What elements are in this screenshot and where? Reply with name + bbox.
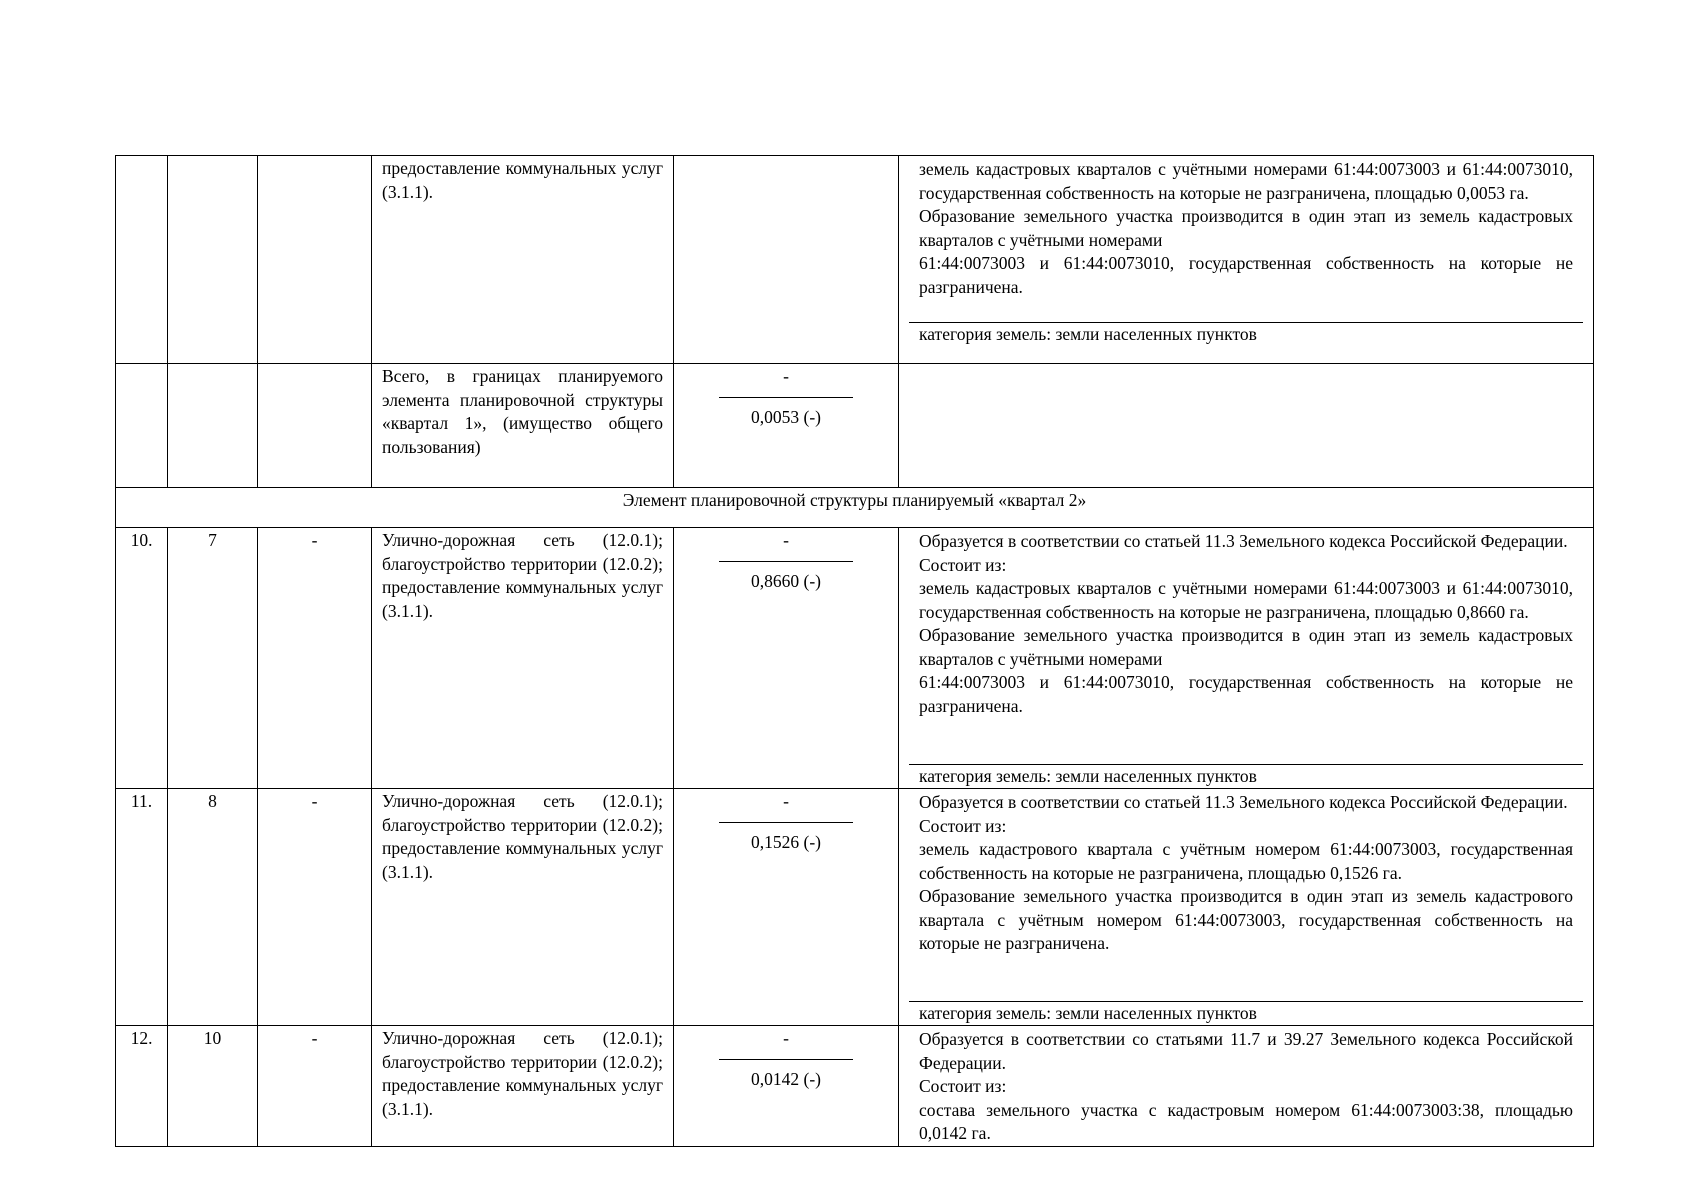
desc-line: Образуется в соответствии со статьей 11.3 Земельного кодекса Российской Федерации. bbox=[919, 792, 1568, 812]
desc-line: Образуется в соответствии со статьями 11.7 и 39.27 Земельного кодекса Российской Федерации. bbox=[919, 1029, 1573, 1073]
cell-description bbox=[899, 789, 1594, 1026]
land-category: категория земель: земли населенных пунктов bbox=[909, 764, 1583, 787]
section-header-row bbox=[116, 488, 1594, 528]
cell-empty bbox=[258, 364, 372, 488]
cell-area bbox=[674, 1026, 899, 1147]
total-label: Всего, в границах планируемого элемента планировочной структуры «квартал 1», (имущество общего пользования) bbox=[372, 364, 674, 488]
section-header: Элемент планировочной структуры планируемый «квартал 2» bbox=[116, 488, 1594, 528]
cell-col3: - bbox=[258, 1026, 372, 1147]
desc-line: Состоит из: bbox=[919, 1076, 1007, 1096]
cell-plot: 10 bbox=[168, 1026, 258, 1147]
cell-col3: - bbox=[258, 528, 372, 789]
desc-line: земель кадастрового квартала с учётным номером 61:44:0073003, государственная собственность на которые не разграничена, площадью 0,1526 га. bbox=[919, 839, 1573, 883]
area-top: - bbox=[783, 366, 789, 386]
cell-num: 12. bbox=[116, 1026, 168, 1147]
table-row-total bbox=[116, 364, 1594, 488]
cell-empty bbox=[899, 364, 1594, 488]
cell-empty bbox=[168, 364, 258, 488]
desc-line: Образование земельного участка производится в один этап из земель кадастровых кварталов с учётными номерами bbox=[919, 206, 1573, 250]
desc-line: состава земельного участка с кадастровым номером 61:44:0073003:38, площадью 0,0142 га. bbox=[919, 1099, 1573, 1143]
use-text: предоставление коммунальных услуг (3.1.1). bbox=[382, 158, 663, 202]
cell-use: Улично-дорожная сеть (12.0.1); благоустройство территории (12.0.2); предоставление коммунальных услуг (3.1.1). bbox=[372, 1026, 674, 1147]
area-bottom: 0,8660 (-) bbox=[751, 570, 821, 591]
table-row bbox=[116, 1026, 1594, 1147]
cell-num bbox=[116, 156, 168, 364]
cell-num: 11. bbox=[116, 789, 168, 1026]
cell-description bbox=[899, 1026, 1594, 1147]
cell-area bbox=[674, 528, 899, 789]
area-top: - bbox=[783, 791, 789, 811]
cell-num: 10. bbox=[116, 528, 168, 789]
cell-plot: 8 bbox=[168, 789, 258, 1026]
cell-description bbox=[899, 156, 1594, 364]
cell-empty bbox=[116, 364, 168, 488]
fraction-line bbox=[719, 1059, 853, 1060]
desc-line: Образование земельного участка производится в один этап из земель кадастрового квартала с учётным номером 61:44:0073003, государственная собственность на которые не разграничена. bbox=[919, 886, 1573, 953]
area-top: - bbox=[783, 530, 789, 550]
desc-line: Состоит из: bbox=[919, 815, 1007, 836]
cell-description bbox=[899, 528, 1594, 789]
area-top: - bbox=[783, 1028, 789, 1048]
cell-col3 bbox=[258, 156, 372, 364]
cell-area bbox=[674, 156, 899, 364]
land-category: категория земель: земли населенных пунктов bbox=[909, 1001, 1583, 1024]
fraction-line bbox=[719, 822, 853, 823]
area-bottom: 0,0142 (-) bbox=[751, 1068, 821, 1089]
cell-use bbox=[372, 156, 674, 364]
desc-line: 61:44:0073003 и 61:44:0073010, государственная собственность на которые не разграничена. bbox=[919, 672, 1573, 716]
area-bottom: 0,0053 (-) bbox=[751, 406, 821, 427]
land-category: категория земель: земли населенных пунктов bbox=[909, 322, 1583, 363]
cell-col3: - bbox=[258, 789, 372, 1026]
fraction-line bbox=[719, 561, 853, 562]
cell-plot: 7 bbox=[168, 528, 258, 789]
cell-use: Улично-дорожная сеть (12.0.1); благоустройство территории (12.0.2); предоставление коммунальных услуг (3.1.1). bbox=[372, 789, 674, 1026]
land-plots-table bbox=[115, 155, 1594, 1147]
cell-use: Улично-дорожная сеть (12.0.1); благоустройство территории (12.0.2); предоставление коммунальных услуг (3.1.1). bbox=[372, 528, 674, 789]
desc-line: земель кадастровых кварталов с учётными номерами 61:44:0073003 и 61:44:0073010, государственная собственность на которые не разграничена, площадью 0,0053 га. bbox=[919, 159, 1573, 203]
table-row bbox=[116, 528, 1594, 789]
document-page bbox=[115, 155, 1593, 1147]
cell-plot bbox=[168, 156, 258, 364]
desc-line: 61:44:0073003 и 61:44:0073010, государственная собственность на которые не разграничена. bbox=[919, 253, 1573, 297]
desc-line: Состоит из: bbox=[919, 554, 1007, 575]
table-row bbox=[116, 156, 1594, 364]
cell-area bbox=[674, 364, 899, 488]
fraction-line bbox=[719, 397, 853, 398]
desc-line: земель кадастровых кварталов с учётными номерами 61:44:0073003 и 61:44:0073010, государственная собственность на которые не разграничена, площадью 0,8660 га. bbox=[919, 578, 1573, 622]
desc-line: Образуется в соответствии со статьей 11.3 Земельного кодекса Российской Федерации. bbox=[919, 531, 1568, 551]
area-bottom: 0,1526 (-) bbox=[751, 831, 821, 852]
table-row bbox=[116, 789, 1594, 1026]
cell-area bbox=[674, 789, 899, 1026]
desc-line: Образование земельного участка производится в один этап из земель кадастровых кварталов с учётными номерами bbox=[919, 625, 1573, 669]
